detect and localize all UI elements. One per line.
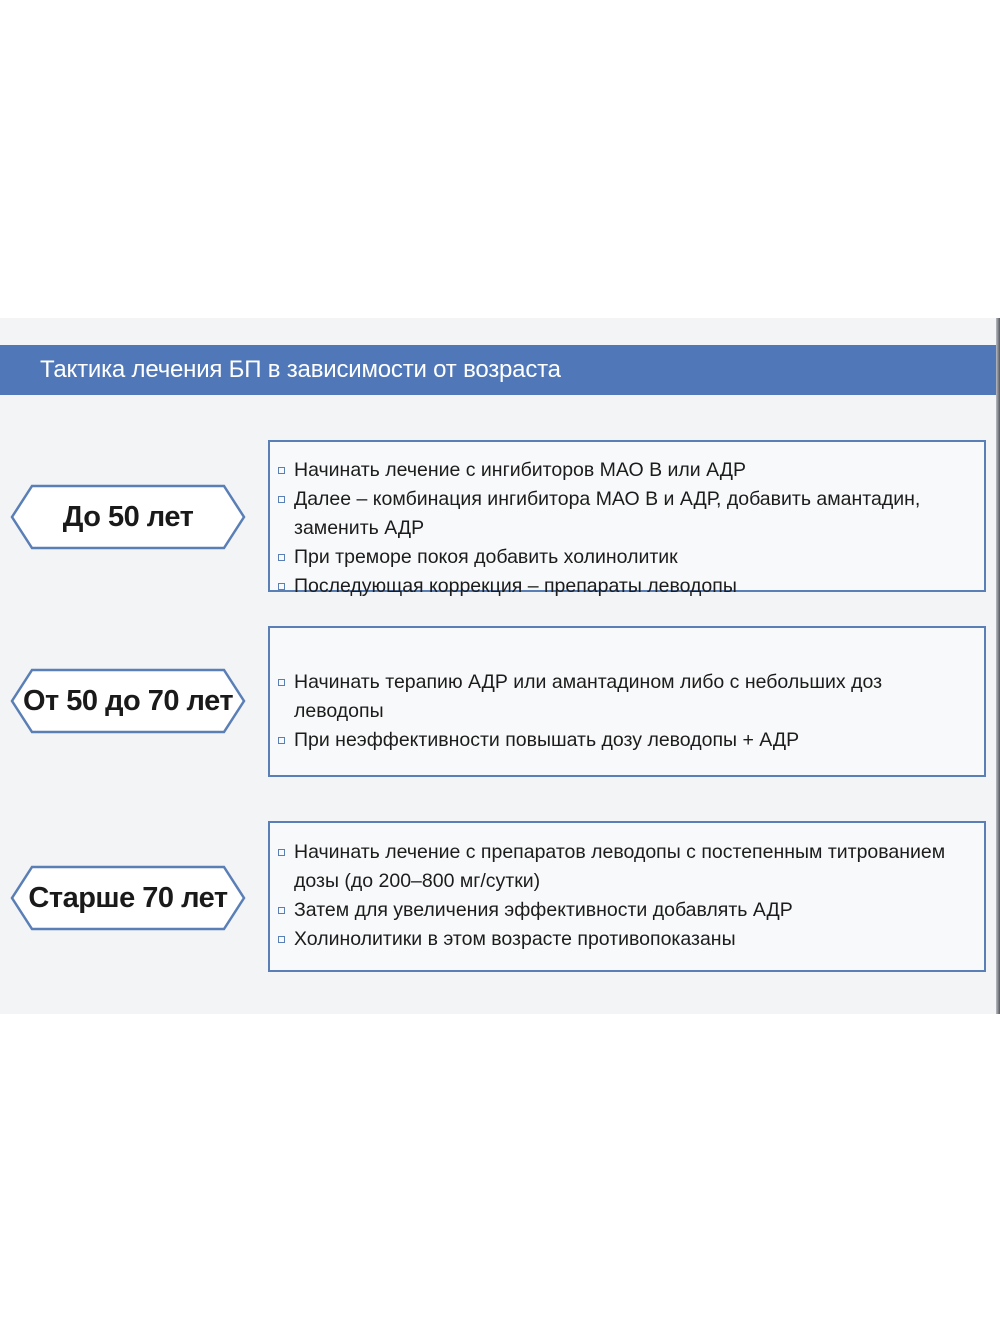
item-text: Начинать лечение с ингибиторов МАО В или АДР bbox=[294, 459, 746, 481]
page-title: Тактика лечения БП в зависимости от возраста bbox=[40, 356, 561, 383]
info-box-over-70 bbox=[268, 821, 986, 972]
list-item bbox=[270, 726, 974, 755]
item-text: При неэффективности повышать дозу леводопы + АДР bbox=[294, 729, 800, 751]
item-text: Холинолитики в этом возрасте противопоказаны bbox=[294, 928, 736, 950]
bullet-square-icon bbox=[278, 907, 285, 914]
bullet-square-icon bbox=[278, 679, 285, 686]
age-tag-over-70 bbox=[10, 865, 246, 931]
bullet-square-icon bbox=[278, 737, 285, 744]
list-item bbox=[270, 925, 964, 954]
item-text: При треморе покоя добавить холинолитик bbox=[294, 546, 678, 568]
bullet-square-icon bbox=[278, 467, 285, 474]
bullet-square-icon bbox=[278, 496, 285, 503]
list-item bbox=[270, 572, 974, 601]
item-list bbox=[270, 668, 974, 755]
item-text: Последующая коррекция – препараты леводопы bbox=[294, 575, 737, 597]
info-box-under-50 bbox=[268, 440, 986, 597]
bullet-square-icon bbox=[278, 849, 285, 856]
item-text: Начинать терапию АДР или амантадином либо с небольших доз леводопы bbox=[294, 671, 883, 722]
list-item bbox=[270, 485, 974, 543]
info-box-50-to-70 bbox=[268, 626, 986, 777]
age-tag-under-50 bbox=[10, 484, 246, 550]
list-item bbox=[270, 668, 974, 726]
list-item bbox=[270, 838, 964, 896]
page-edge bbox=[996, 318, 1000, 1014]
item-text: Начинать лечение с препаратов леводопы с постепенным титрованием дозы (до 200–800 мг/сутки) bbox=[294, 841, 946, 892]
age-label: Старше 70 лет bbox=[28, 882, 228, 914]
age-label: До 50 лет bbox=[62, 501, 194, 533]
age-label: От 50 до 70 лет bbox=[22, 685, 234, 717]
list-item bbox=[270, 896, 964, 925]
bullet-square-icon bbox=[278, 936, 285, 943]
list-item bbox=[270, 543, 974, 572]
item-list bbox=[270, 838, 964, 954]
bullet-square-icon bbox=[278, 554, 285, 561]
bullet-square-icon bbox=[278, 583, 285, 590]
item-list bbox=[270, 456, 974, 601]
list-item bbox=[270, 456, 974, 485]
age-tag-50-to-70 bbox=[10, 668, 246, 734]
item-text: Затем для увеличения эффективности добавлять АДР bbox=[294, 899, 793, 921]
item-text: Далее – комбинация ингибитора МАО В и АДР, добавить амантадин, заменить АДР bbox=[294, 488, 921, 539]
header-bar bbox=[0, 345, 996, 395]
